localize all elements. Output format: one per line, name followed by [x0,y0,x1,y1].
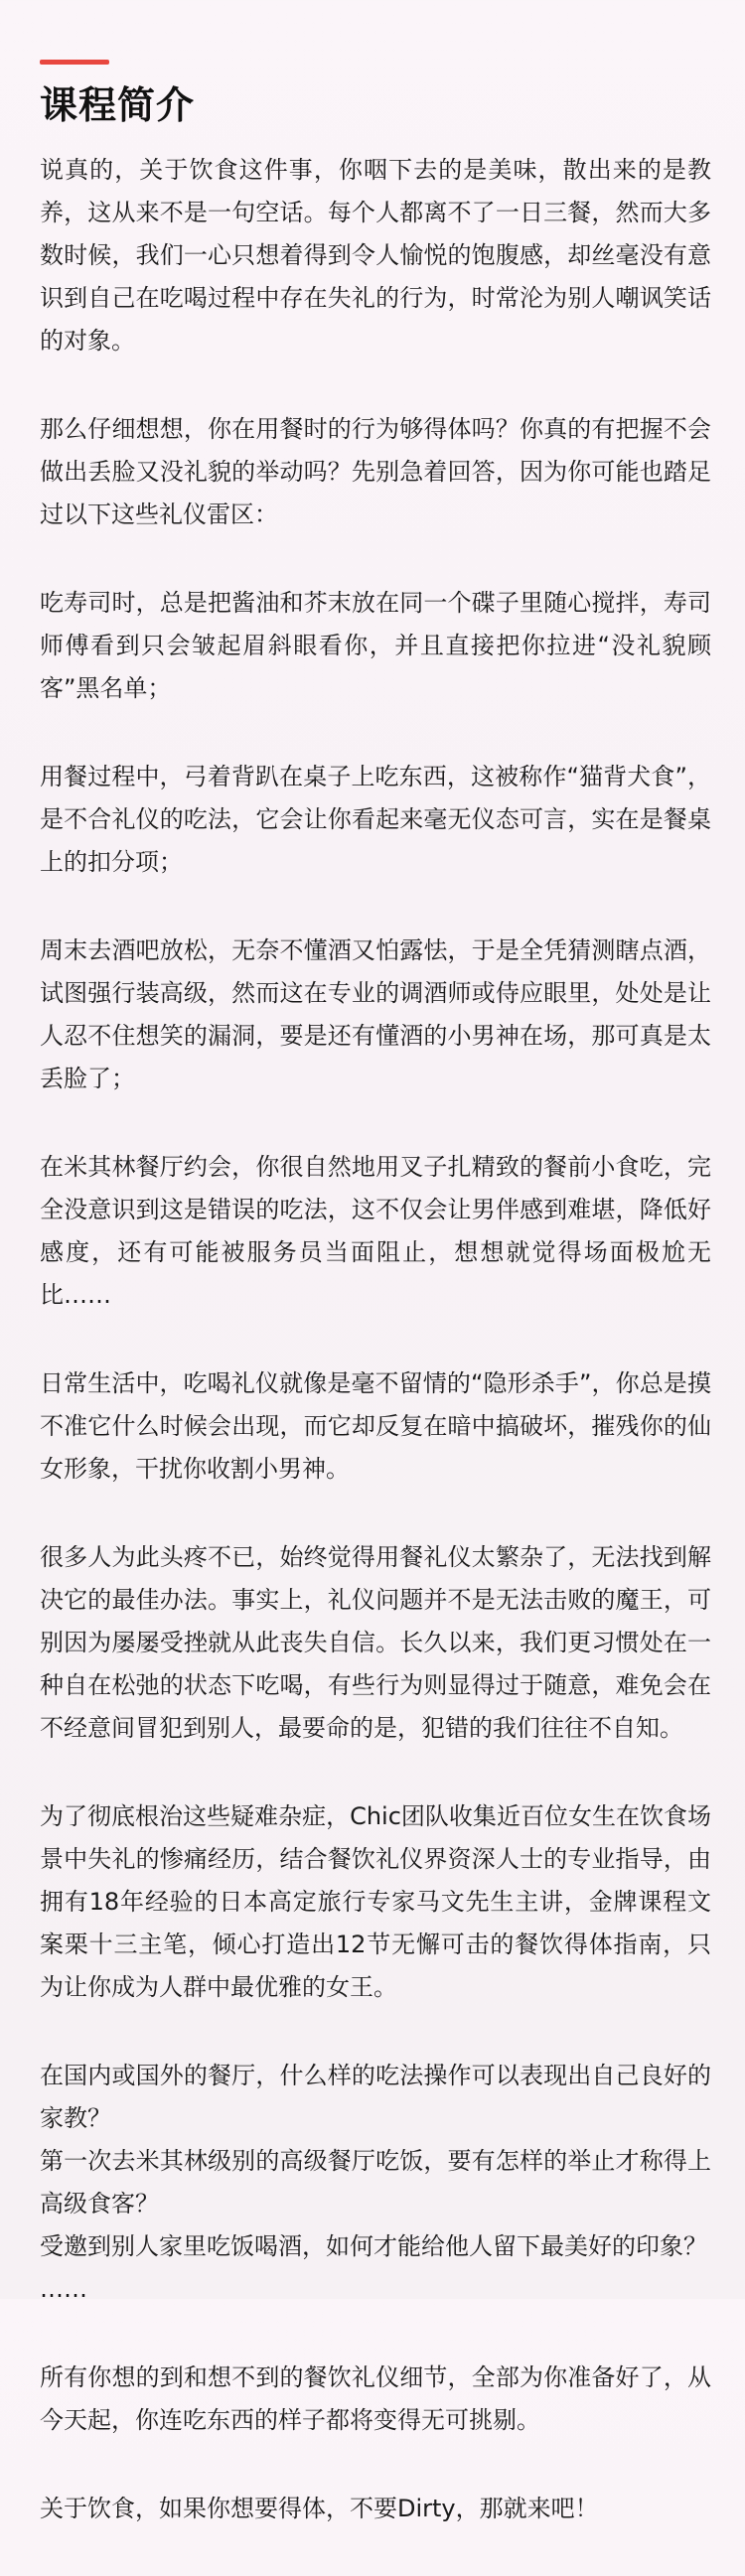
paragraph-call-to-action [40,2488,711,2530]
paragraph-text: 那么仔细想想，你在用餐时的行为够得体吗？你真的有把握不会做出丢脸又没礼貌的举动吗？先别急着回答，因为你可能也踏足过以下这些礼仪雷区： [40,415,711,528]
paragraph-text: 所有你想的到和想不到的餐饮礼仪细节，全部为你准备好了，从今天起，你连吃东西的样子都将变得无可挑剔。 [40,2363,711,2434]
paragraph-text: 在米其林餐厅约会，你很自然地用叉子扎精致的餐前小食吃，完全没意识到这是错误的吃法，这不仅会让男伴感到难堪，降低好感度，还有可能被服务员当面阻止，想想就觉得场面极尬无比…… [40,1153,711,1309]
paragraph-intro [40,149,711,362]
paragraph-problem [40,1536,711,1750]
question-item: 受邀到别人家里吃饭喝酒，如何才能给他人留下最美好的印象？ [40,2232,707,2260]
paragraph-promise [40,2357,711,2442]
title-accent-bar [40,60,109,65]
paragraph-question [40,408,711,536]
paragraph-posture [40,756,711,884]
paragraph-bar [40,930,711,1100]
question-item: 在国内或国外的餐厅，什么样的吃法操作可以表现出自己良好的家教？ [40,2062,711,2132]
paragraph-questions-list [40,2055,711,2311]
section-title: 课程简介 [40,83,196,127]
paragraph-text: 很多人为此头疼不已，始终觉得用餐礼仪太繁杂了，无法找到解决它的最佳办法。事实上，礼仪问题并不是无法击败的魔王，可别因为屡屡受挫就从此丧失自信。长久以来，我们更习惯处在一种自在松弛的状态下吃喝，有些行为则显得过于随意，难免会在不经意间冒犯到别人，最要命的是，犯错的我们往往不自知。 [40,1543,711,1742]
paragraph-text: 周末去酒吧放松，无奈不懂酒又怕露怯，于是全凭猜测瞎点酒，试图强行装高级，然而这在专业的调酒师或侍应眼里，处处是让人忍不住想笑的漏洞，要是还有懂酒的小男神在场，那可真是太丢脸了； [40,936,711,1092]
paragraph-solution [40,1795,711,2009]
paragraph-text: 关于饮食，如果你想要得体，不要Dirty，那就来吧！ [40,2495,599,2522]
course-description [40,149,711,2576]
paragraph-daily-life [40,1362,711,1491]
paragraph-text: 说真的，关于饮食这件事，你咽下去的是美味，散出来的是教养，这从来不是一句空话。每个人都离不了一日三餐，然而大多数时候，我们一心只想着得到令人愉悦的饱腹感，却丝毫没有意识到自己在吃喝过程中存在失礼的行为，时常沦为别人嘲讽笑话的对象。 [40,156,711,355]
paragraph-michelin [40,1146,711,1317]
paragraph-sushi [40,582,711,710]
paragraph-text: 日常生活中，吃喝礼仪就像是毫不留情的“隐形杀手”，你总是摸不准它什么时候会出现，而它却反复在暗中搞破坏，摧残你的仙女形象，干扰你收割小男神。 [40,1369,711,1483]
question-ellipsis: …… [40,2275,87,2303]
paragraph-text: 用餐过程中，弓着背趴在桌子上吃东西，这被称作“猫背犬食”，是不合礼仪的吃法，它会让你看起来毫无仪态可言，实在是餐桌上的扣分项； [40,763,711,876]
question-item: 第一次去米其林级别的高级餐厅吃饭，要有怎样的举止才称得上高级食客？ [40,2147,711,2218]
paragraph-text: 吃寿司时，总是把酱油和芥末放在同一个碟子里随心搅拌，寿司师傅看到只会皱起眉斜眼看你，并且直接把你拉进“没礼貌顾客”黑名单； [40,589,711,702]
paragraph-text: 为了彻底根治这些疑难杂症，Chic团队收集近百位女生在饮食场景中失礼的惨痛经历，结合餐饮礼仪界资深人士的专业指导，由拥有18年经验的日本高定旅行专家马文先生主讲，金牌课程文案栗十三主笔，倾心打造出12节无懈可击的餐饮得体指南，只为让你成为人群中最优雅的女王。 [40,1802,711,2001]
